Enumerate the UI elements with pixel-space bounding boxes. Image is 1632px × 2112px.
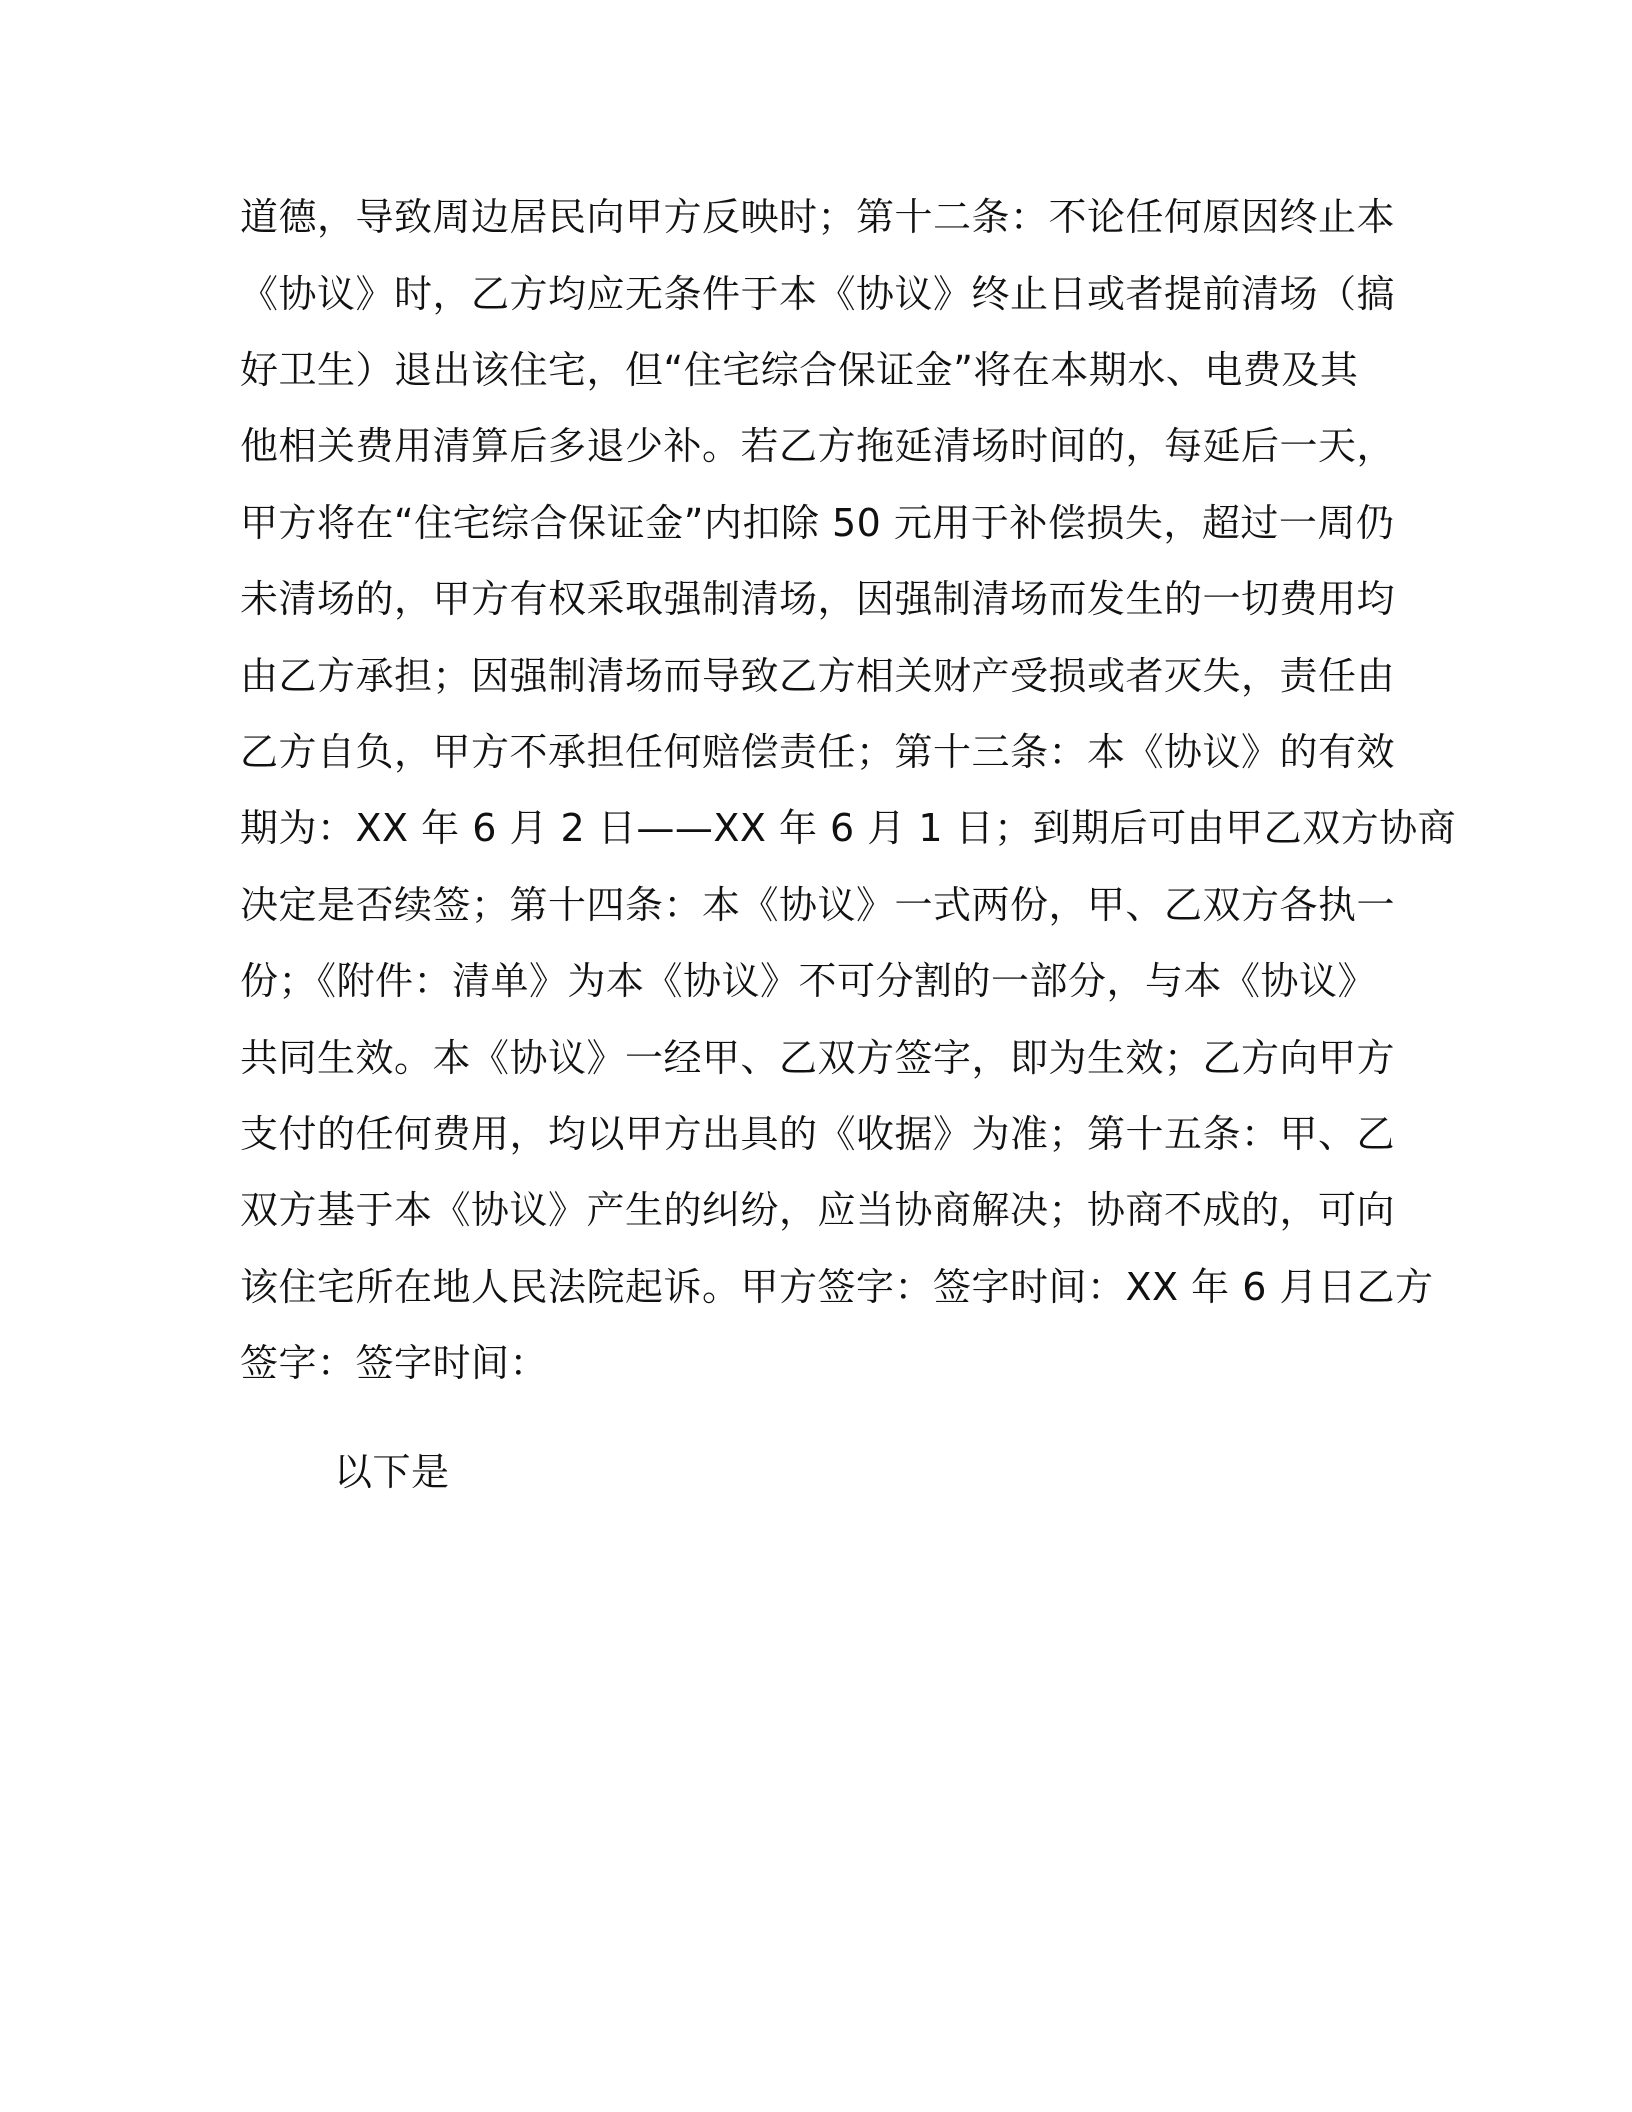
body-line-5: 甲方将在“住宅综合保证金”内扣除 50 元用于补偿损失，超过一周仍 — [240, 501, 1395, 545]
body-line-4: 他相关费用清算后多退少补。若乙方拖延清场时间的，每延后一天， — [240, 424, 1396, 468]
body-line-6: 未清场的，甲方有权采取强制清场，因强制清场而发生的一切费用均 — [240, 577, 1396, 621]
body-line-2: 《协议》时，乙方均应无条件于本《协议》终止日或者提前清场（搞 — [240, 272, 1396, 316]
body-line-8: 乙方自负，甲方不承担任何赔偿责任；第十三条：本《协议》的有效 — [240, 730, 1396, 774]
body-line-13: 支付的任何费用，均以甲方出具的《收据》为准；第十五条：甲、乙 — [240, 1112, 1396, 1156]
body-line-10: 决定是否续签；第十四条：本《协议》一式两份，甲、乙双方各执一 — [240, 883, 1396, 927]
body-line-12: 共同生效。本《协议》一经甲、乙双方签字，即为生效；乙方向甲方 — [240, 1036, 1396, 1080]
trailing-paragraph: 以下是 — [334, 1450, 450, 1494]
body-line-15: 该住宅所在地人民法院起诉。甲方签字：签字时间：XX 年 6 月日乙方 — [240, 1265, 1434, 1309]
body-line-16: 签字：签字时间： — [240, 1341, 549, 1385]
body-line-3: 好卫生）退出该住宅，但“住宅综合保证金”将在本期水、电费及其 — [240, 348, 1359, 392]
body-line-7: 由乙方承担；因强制清场而导致乙方相关财产受损或者灭失，责任由 — [240, 654, 1396, 698]
body-line-9: 期为：XX 年 6 月 2 日——XX 年 6 月 1 日；到期后可由甲乙双方协商 — [240, 806, 1457, 850]
body-line-14: 双方基于本《协议》产生的纠纷，应当协商解决；协商不成的，可向 — [240, 1188, 1396, 1232]
body-line-1: 道德，导致周边居民向甲方反映时；第十二条：不论任何原因终止本 — [240, 195, 1396, 239]
body-line-11: 份；《附件：清单》为本《协议》不可分割的一部分，与本《协议》 — [240, 959, 1377, 1003]
